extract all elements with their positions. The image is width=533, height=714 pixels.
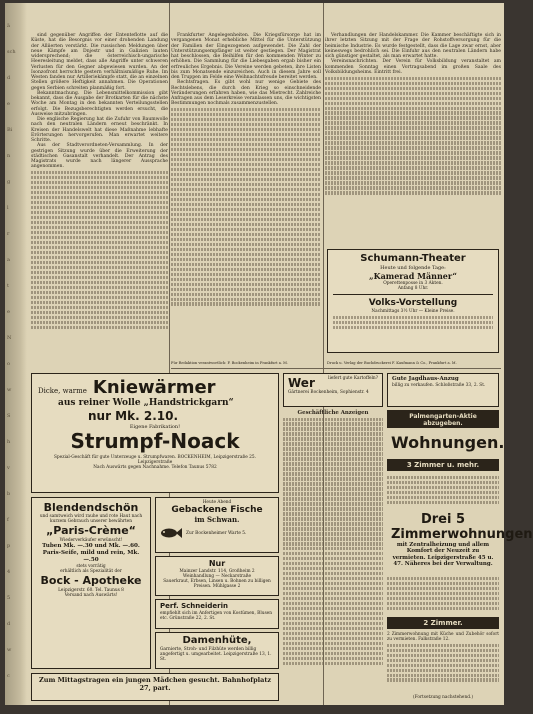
ad-price: nur Mk. 2.10. (88, 409, 179, 423)
gutter-glyph: h (7, 439, 11, 445)
ad-brand: Bock - Apotheke (40, 574, 142, 587)
ad-title: Gute Jagdhaus-Anzug (392, 376, 459, 382)
gutter-glyph: 5 (7, 595, 11, 601)
column-1-text (31, 33, 168, 363)
ad-title: Drei 5 Zimmerwohnungen (391, 512, 533, 542)
ad-damenhuete (155, 632, 279, 669)
ad-brand: Strumpf-Noack (70, 429, 240, 453)
imprint-left: Für Redaktion verantwortlich: F. Bockenheim in Frankfurt a. M. (171, 361, 288, 365)
ad-line: Eigene Fabrikation! (129, 424, 181, 430)
ad-line: Heute Abend (202, 500, 232, 505)
ad-line: Garnierte, Stroh- und Filzhüte werden billig angefertigt u. umgearbeitet. Leipzigerstraße 13, 1. St. (160, 647, 272, 662)
column-2-text (171, 33, 321, 367)
ad-line: empfiehlt sich im Anfertigen von Kostümen, Blusen etc. Grünstraße 22, 2. St. (160, 611, 272, 621)
ad-strumpf-noack (31, 373, 279, 493)
ad-schumann-theater (327, 249, 499, 353)
gutter-glyph: Bi (7, 127, 13, 133)
ad-address: Gärtnerei Bockenheim, Sophienstr. 4 (288, 390, 369, 395)
wohnungen-subheading (387, 459, 499, 471)
ad-title: Wer (288, 376, 315, 390)
gutter-glyph: e (7, 309, 10, 315)
gutter-glyph: v (7, 465, 10, 471)
ad-bock-apotheke (31, 497, 151, 669)
gutter-glyph: d (7, 621, 11, 627)
ad-line: Zum Mittagstragen ein jungen Mädchen gesucht. Bahnhofplatz 27, part. (38, 676, 272, 692)
ad-title: Blendendschön (43, 501, 139, 514)
ad-line: liefert gute Kartoffeln? (328, 376, 378, 381)
ad-line: Palmengarten-Aktie abzugeben. (409, 413, 477, 427)
section-heading: Wohnungen. (391, 433, 505, 452)
ad-line: mit Zentralheizung und allem Komfort der Neuzeit zu vermieten. Leipzigerstraße 45 u. 47. Näheres bei der Verwaltung. (392, 542, 494, 568)
section-heading: 2 Zimmer. (423, 619, 463, 627)
ad-line: und samtweich wird rauhe und rote Haut nach kurzem Gebrauch unserer bewährten (39, 514, 143, 524)
gutter-glyph: p (7, 543, 11, 549)
ad-palmengarten (387, 410, 499, 428)
ad-title: Schumann-Theater (360, 253, 466, 264)
gutter-glyph: e (7, 101, 10, 107)
gutter-glyph: r (7, 231, 10, 237)
ad-line: Wiederverkäufer erwünscht! (59, 538, 123, 543)
gutter-glyph: a (7, 257, 10, 263)
article-paragraph: Verhandlungen der Handelskammer. Die Kammer beschäftigte sich in ihrer letzten Sitzung mit der Frage der Rohstoffversorgung für die heimische Industrie. Es wurde festgestellt, dass die Lage zwar ernst, aber keineswegs bedrohlich sei. Die Einfuhr aus den neutralen Ländern habe sich günstiger gestaltet, als man erwartet hatte. (325, 33, 501, 59)
gutter-glyph: c (7, 673, 10, 679)
ad-address: Leipzigerstr. 60. Tel. Taunus 8 (58, 588, 124, 593)
wohnungen-heading (387, 431, 505, 457)
ad-line: stets vorrätig (76, 564, 106, 569)
gutter-glyph: o (7, 361, 11, 367)
ad-line: Heute und folgende Tage: (380, 265, 446, 271)
ad-note: Nach Auswärts gegen Nachnahme. Telefon Taunus 5782 (93, 465, 217, 470)
ad-line: Weinhandlung — Neckarstraße (182, 574, 252, 579)
article-paragraph: Frankfurter Angelegenheiten. Die Kriegsfürsorge hat im vergangenen Monat erhebliche Mittel für die Unterstützung der Familien der Eingezogenen aufgewendet. Die Zahl der Unterstützungsempfänger ist weiter gestiegen. Der Magistrat hat beschlossen, die Beihilfen für den kommenden Winter zu erhöhen. Die Sammlung für die Liebesgaben ergab bisher ein erfreuliches Ergebnis. Die Vereine werden gebeten, ihre Listen bis zum Monatsende einzureichen. Auch in diesem Jahre soll den Truppen im Felde eine Weihnachtsfreude bereitet werden. (171, 33, 321, 80)
ad-line: Paris-Seife, mild und rein, Mk. —.50 (42, 550, 140, 563)
ad-line: Operettenposse in 3 Akten. (383, 281, 443, 286)
ad-line: aus reiner Wolle „Handstrickgarn“ (58, 398, 234, 408)
article-paragraph: sind gegenüber Angriffen der Ententeflotte auf die Küste, hat die Besorgnis vor einer drohenden Landung der Alliierten verstärkt. Die russischen Meldungen über neue Kämpfe am Dnjestr und in Galizien lauten widersprechend; die österreichisch-ungarische Heeresleitung meldet, dass alle Angriffe unter schweren Verlusten für den Gegner abgewiesen wurden. An der Isonzofront herrschte gestern verhältnismäßige Ruhe. Im Westen fanden nur Artilleriekämpfe statt, die an einzelnen Stellen größere Heftigkeit annahmen. Die Operationen gegen Serbien schreiten planmäßig fort. (31, 33, 168, 91)
two-room-subheading (387, 617, 499, 629)
ad-address: Zur Bockenheimer Warte 5. (186, 530, 247, 536)
ad-title: Gebackene Fische (171, 505, 263, 515)
continued-note: (Fortsetzung nachstehend.) (412, 695, 474, 700)
ad-line: „Kamerad Männer“ (369, 271, 457, 281)
gutter-glyph: w (7, 647, 12, 653)
gutter-glyph: b (7, 491, 11, 497)
ad-five-room-apartments (387, 511, 533, 573)
ad-line: Nachmittags 3½ Uhr — Kleine Preise. (371, 309, 455, 314)
ad-maedchen-gesucht (31, 673, 279, 701)
ad-price: Tuben Mk. —.30 und Mk. —.60. (42, 543, 140, 549)
gutter-glyph: 4 (7, 569, 11, 575)
section-heading: 3 Zimmer u. mehr. (406, 461, 480, 469)
gutter-glyph: w (7, 387, 12, 393)
ad-title: Nur (208, 559, 226, 568)
gutter-glyph: f (7, 517, 9, 523)
imprint-right: Druck u. Verlag der Buchdruckerei F. Kaufmann & Co., Frankfurt a. M. (327, 361, 457, 365)
ad-schneiderin (155, 599, 279, 629)
listing-text (387, 575, 499, 615)
section-rule (171, 368, 501, 369)
ad-brand: Kniewärmer (92, 377, 216, 398)
ad-brand: „Paris-Crème“ (46, 524, 136, 537)
section-heading: Geschäftliche Anzeigen (297, 410, 369, 416)
article-paragraph: Aus der Stadtverordneten-Versammlung. In der gestrigen Sitzung wurde über die Erweiterung der städtischen Gasanstalt verhandelt. Der Antrag des Magistrats wurde nach längerer Aussprache angenommen. (31, 143, 168, 170)
ad-title: Volks-Vorstellung (368, 298, 458, 308)
article-paragraph: Rechtsfragen. Es gibt wohl nur wenige Gebiete des Rechtslebens, die durch den Krieg so einschneidende Veränderungen erfahren haben, wie das Mietrecht. Zahlreiche Anfragen aus dem Leserkreise veranlassen uns, die wichtigsten Bestimmungen nochmals zusammenzustellen. (171, 80, 321, 107)
ad-line: Versand nach Auswärts! (64, 593, 118, 598)
ad-line: Dicke, warme (38, 387, 87, 395)
ad-line: Mainzer Landstr. 114, Großheim 2 (179, 569, 255, 574)
gutter-glyph: n (7, 153, 11, 159)
gutter-glyph: l (7, 205, 9, 211)
ad-address: Spezial-Geschäft für gute Unterzeuge u. Strumpfwaren. BOCKENHEIM, Leipzigerstraße 25. Leipzigerstraße (53, 455, 256, 465)
ad-gebackene-fische (155, 497, 279, 553)
article-paragraph: Vereinsnachrichten. Der Verein für Volksbildung veranstaltet am kommenden Sonntag einen Vortragsabend im großen Saale des Volksbildungsheims. Eintritt frei. (325, 59, 501, 75)
ad-weinhandlung (155, 556, 279, 596)
gutter-glyph: g (7, 179, 11, 185)
gutter-glyph: N (7, 335, 12, 341)
gutter-glyph: t (7, 283, 10, 289)
article-paragraph: Die englische Regierung hat die Zufuhr von Baumwolle nach den neutralen Ländern erneut beschränkt. In Kreisen der Handelswelt hat diese Maßnahme lebhafte Erörterungen hervorgerufen. Man erwartet weitere Schritte. (31, 117, 168, 143)
listing-text (387, 474, 499, 510)
ad-line: billig zu verkaufen. Schloßstraße 33, 2. St. (392, 383, 486, 388)
fish-icon (160, 526, 182, 540)
ad-title: Damenhüte, (182, 635, 252, 646)
ad-line: im Schwan. (194, 515, 240, 524)
gutter-glyph: sch (7, 49, 16, 55)
ad-jagdhaus (387, 373, 499, 407)
ad-wer-liefert (283, 373, 383, 407)
ad-line: Anfang 8 Uhr. (397, 286, 429, 291)
gutter-glyph: S (7, 413, 11, 419)
column-3-text (325, 33, 501, 243)
article-paragraph: Bekanntmachung. Die Lebensmittelkommission gibt bekannt, dass die Ausgabe der Brotkarten für die nächste Woche am Montag in den bekannten Verteilungsstellen erfolgt. Die Bezugsberechtigten werden ersucht, die Ausweise mitzubringen. (31, 90, 168, 117)
ad-line: erhältlich als Spezialität der (60, 569, 122, 574)
ad-title: Perf. Schneiderin (160, 602, 228, 610)
classified-listings-middle (283, 411, 383, 701)
newspaper-page (5, 3, 533, 705)
ad-line: Sauerkraut, Erbsen, Linsen u. Bohnen zu billigen Preisen. Mühlgasse 2 (163, 579, 271, 589)
gutter-glyph: ä (7, 23, 10, 29)
listing-text (387, 632, 499, 692)
listing-line: 2 Zimmerwohnung mit Küche und Zubehör sofort zu vermieten. Falkstraße 12. (387, 632, 499, 642)
page-binding-gutter (5, 3, 27, 705)
gutter-glyph: d (7, 75, 11, 81)
